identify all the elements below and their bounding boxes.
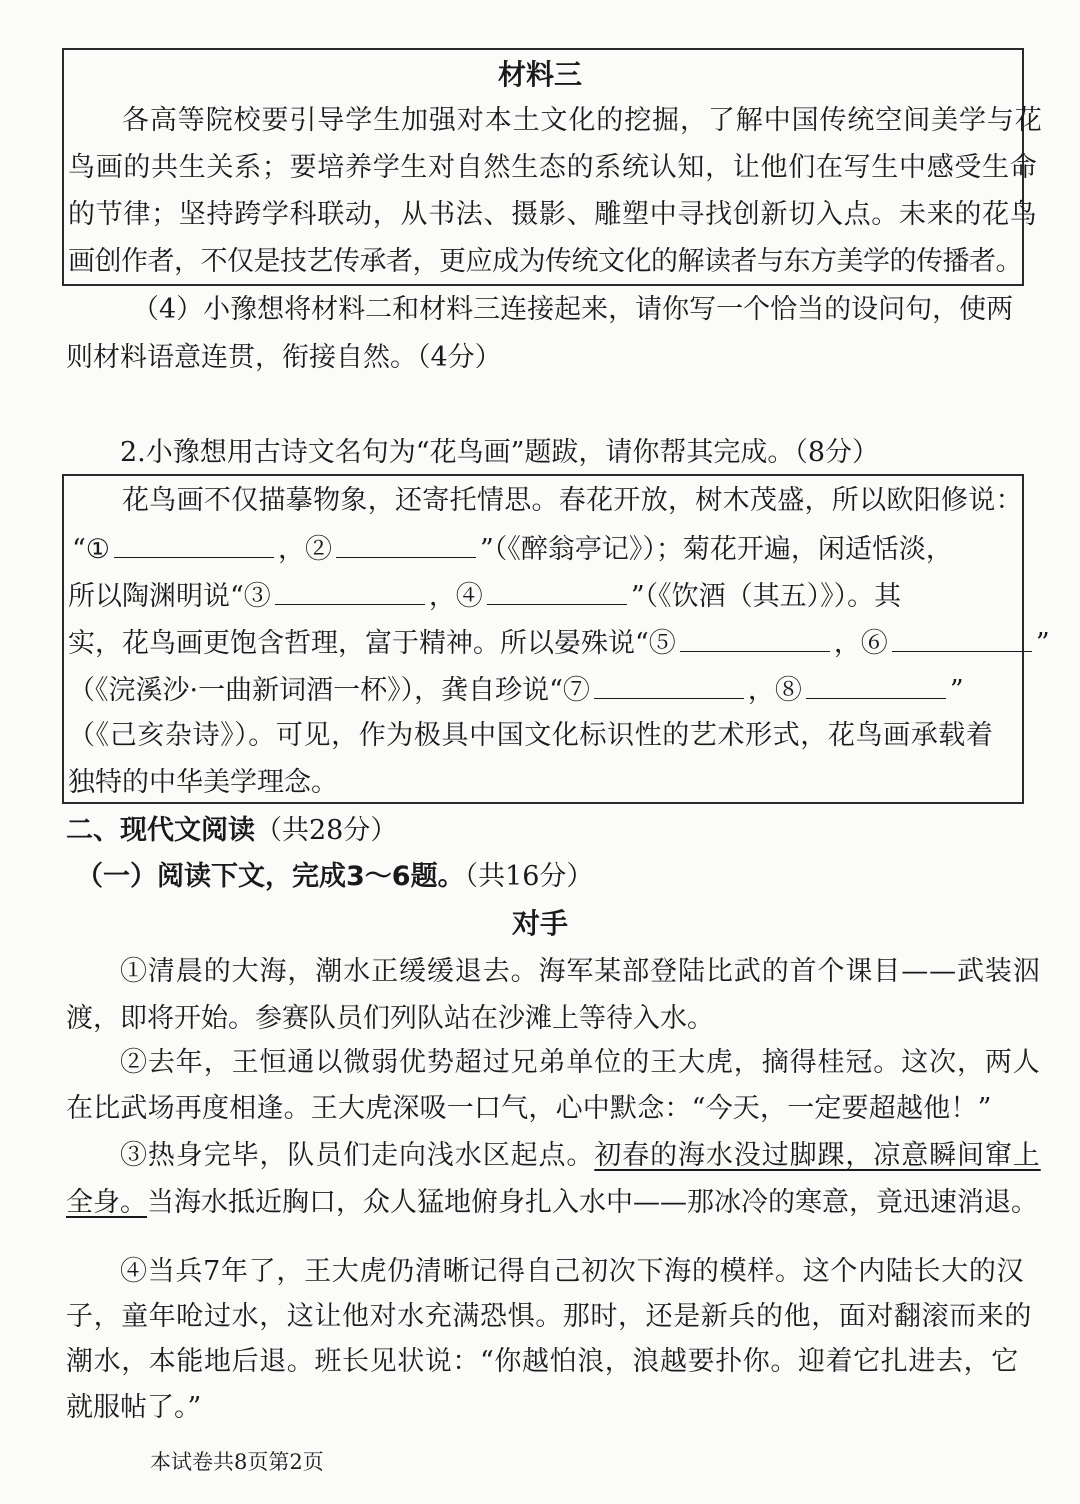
underlined-sentence-end: 全身。 (66, 1187, 147, 1218)
q2-line-2 (72, 529, 953, 569)
answer-blank-3[interactable] (275, 576, 425, 605)
blank-7-label: （《浣溪沙·一曲新词酒一杯》），龚自珍说“⑦ (68, 675, 590, 706)
material3-line-2: 鸟画的共生关系；要培养学生对自然生态的系统认知，让他们在写生中感受生命 (68, 152, 1038, 183)
article-p1-line-2: 渡，即将开始。参赛队员们列队站在沙滩上等待入水。 (66, 1003, 714, 1034)
q2-line-4 (68, 623, 1050, 663)
blank-4-label: ，④ (428, 581, 483, 612)
section-2-heading (66, 812, 397, 850)
answer-blank-8[interactable] (806, 670, 946, 699)
section-2-score: （共28分） (255, 815, 398, 846)
material3-line-3: 的节律；坚持跨学科联动，从书法、摄影、雕塑中寻找创新切入点。未来的花鸟 (68, 199, 1038, 230)
material3-line-4: 画创作者，不仅是技艺传承者，更应成为传统文化的解读者与东方美学的传播者。 (68, 246, 1022, 277)
q2-line-7: 独特的中华美学理念。 (68, 767, 338, 798)
q2-line-5 (68, 670, 964, 710)
article-title: 对手 (511, 907, 568, 940)
article-p3-line-2 (66, 1184, 1038, 1222)
subsection-heading (76, 858, 593, 896)
answer-blank-6[interactable] (892, 623, 1032, 652)
page-footer: 本试卷共8页第2页 (150, 1450, 324, 1474)
question-4-line-2: 则材料语意连贯，衔接自然。（4分） (66, 342, 502, 373)
article-p1-line-1: ①清晨的大海，潮水正缓缓退去。海军某部登陆比武的首个课目——武装泅 (120, 956, 1041, 987)
material3-line-1: 各高等院校要引导学生加强对本土文化的挖掘，了解中国传统空间美学与花 (122, 105, 1043, 136)
blank-2-label: ，② (278, 534, 333, 565)
article-p3-text-2: 当海水抵近胸口，众人猛地俯身扎入水中——那冰冷的寒意，竟迅速消退。 (147, 1187, 1038, 1218)
q2-line-6: （《己亥杂诗》）。可见，作为极具中国文化标识性的艺术形式，花鸟画承载着 (68, 720, 994, 751)
blank-6-label: ，⑥ (833, 628, 888, 659)
q2-line-3 (68, 576, 901, 616)
blank-1-label: “① (72, 534, 111, 565)
article-p3-line-1 (120, 1137, 1041, 1175)
article-p3-text-1: ③热身完毕，队员们走向浅水区起点。 (120, 1140, 595, 1171)
article-p4-line-4: 就服帖了。” (66, 1392, 202, 1423)
subsection-title: （一）阅读下文，完成3～6题。 (76, 861, 465, 892)
underlined-sentence: 初春的海水没过脚踝，凉意瞬间窜上 (594, 1140, 1041, 1171)
q2-line-2-tail: ”（《醉翁亭记》）；菊花开遍，闲适恬淡， (480, 534, 953, 565)
question-2-prompt: 2.小豫想用古诗文名句为“花鸟画”题跋，请你帮其完成。（8分） (120, 437, 880, 468)
q2-line-1: 花鸟画不仅描摹物象，还寄托情思。春花开放，树木茂盛，所以欧阳修说： (122, 485, 1023, 516)
section-2-title: 二、现代文阅读 (66, 815, 255, 846)
subsection-score: （共16分） (464, 861, 594, 892)
blank-8-label: ，⑧ (747, 675, 802, 706)
article-p2-line-1: ②去年，王恒通以微弱优势超过兄弟单位的王大虎，摘得桂冠。这次，两人 (120, 1047, 1041, 1078)
q2-line-5-tail: ” (949, 675, 964, 706)
q2-line-4-tail: ” (1035, 628, 1050, 659)
article-p4-line-1: ④当兵7年了，王大虎仍清晰记得自己初次下海的模样。这个内陆长大的汉 (120, 1256, 1025, 1287)
question-4-line-1: （4）小豫想将材料二和材料三连接起来，请你写一个恰当的设问句，使两 (132, 294, 1014, 325)
answer-blank-1[interactable] (114, 529, 274, 558)
answer-blank-5[interactable] (680, 623, 830, 652)
answer-blank-2[interactable] (336, 529, 476, 558)
blank-5-label: 实，花鸟画更饱含哲理，富于精神。所以晏殊说“⑤ (68, 628, 676, 659)
answer-blank-7[interactable] (594, 670, 744, 699)
answer-blank-4[interactable] (487, 576, 627, 605)
blank-3-label: 所以陶渊明说“③ (68, 581, 271, 612)
material3-title: 材料三 (497, 58, 582, 91)
q2-line-3-tail: ”（《饮酒（其五）》）。其 (630, 581, 902, 612)
article-p4-line-3: 潮水，本能地后退。班长见状说：“你越怕浪，浪越要扑你。迎着它扎进去，它 (66, 1346, 1019, 1377)
article-p4-line-2: 子，童年呛过水，这让他对水充满恐惧。那时，还是新兵的他，面对翻滚而来的 (66, 1301, 1032, 1332)
article-p2-line-2: 在比武场再度相逢。王大虎深吸一口气，心中默念：“今天，一定要超越他！” (66, 1093, 992, 1124)
